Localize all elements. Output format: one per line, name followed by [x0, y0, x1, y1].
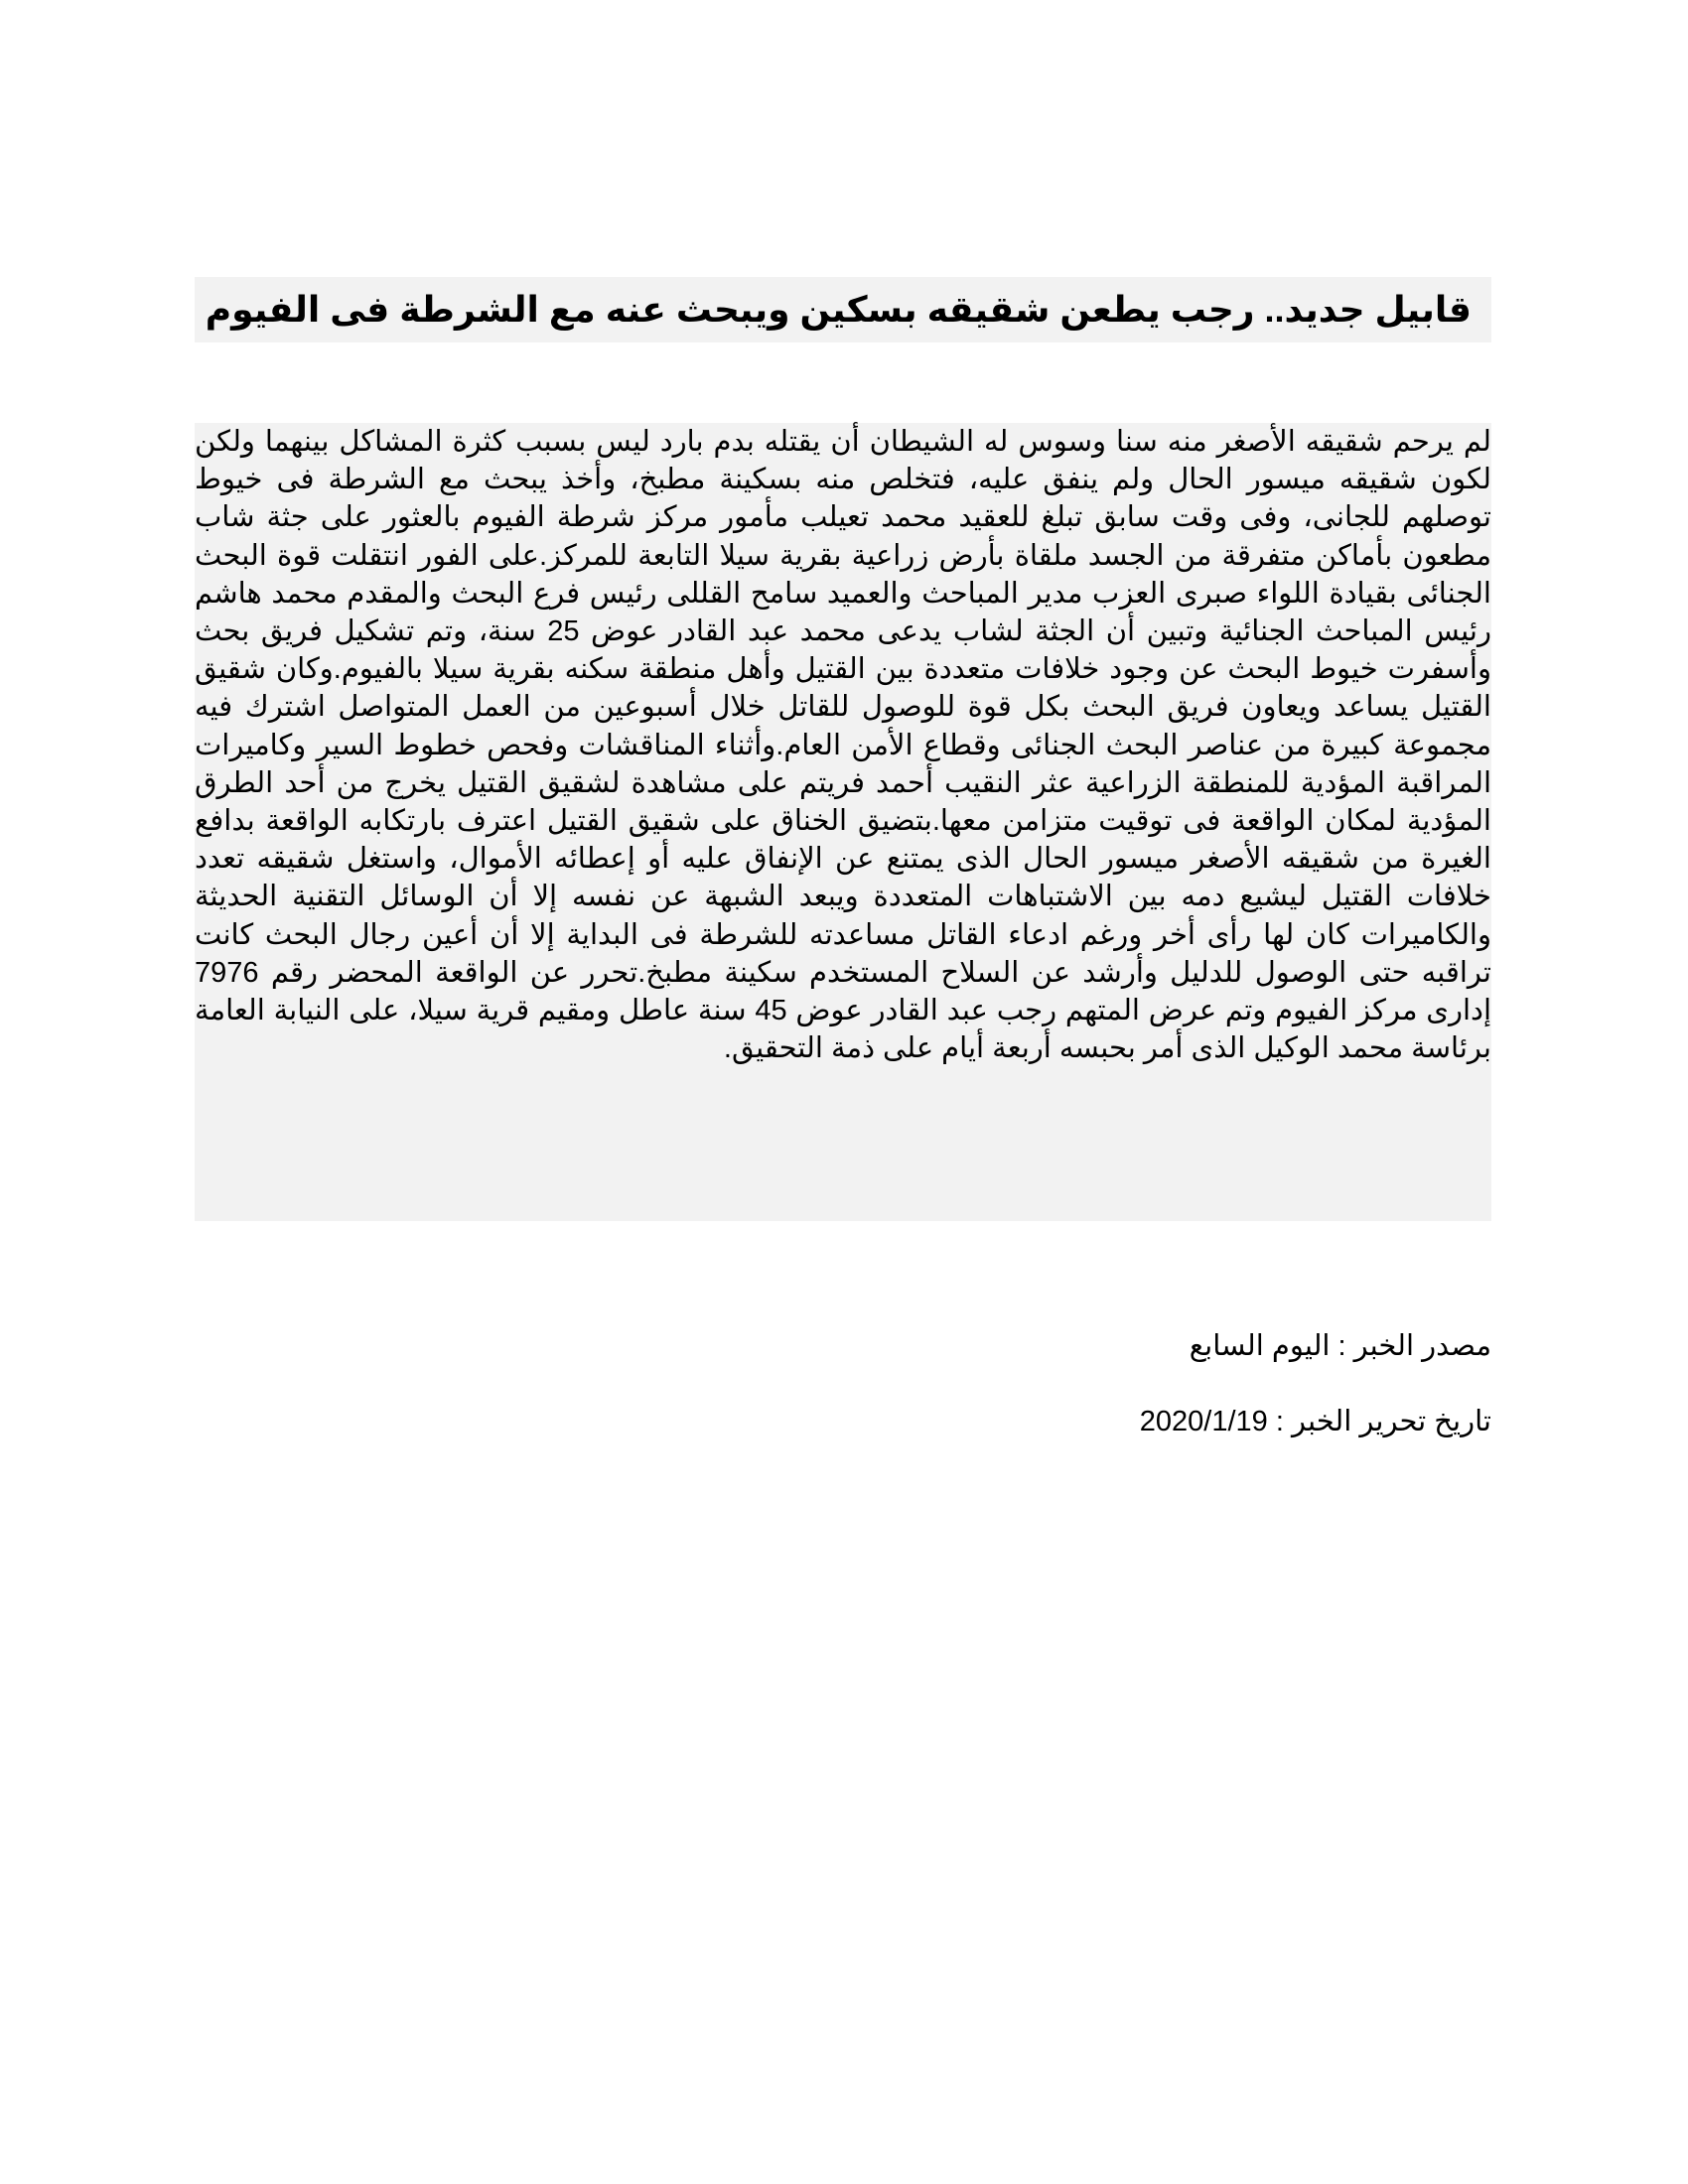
news-source-label: مصدر الخبر: [1353, 1330, 1491, 1362]
news-source-separator: :: [1330, 1330, 1346, 1362]
article-body-band: [195, 423, 1491, 1221]
news-source-line: [195, 1326, 1491, 1366]
news-date-value: 2020/1/19: [1139, 1406, 1268, 1437]
news-source-value: اليوم السابع: [1189, 1330, 1331, 1362]
headline-band: [195, 277, 1491, 342]
news-date-separator: :: [1267, 1406, 1284, 1437]
article-title: قابيل جديد.. رجب يطعن شقيقه بسكين ويبحث عنه مع الشرطة فى الفيوم: [205, 289, 1472, 330]
news-date-label: تاريخ تحرير الخبر: [1291, 1406, 1491, 1437]
news-date-line: [195, 1402, 1491, 1441]
article-body: لم يرحم شقيقه الأصغر منه سنا وسوس له الشيطان أن يقتله بدم بارد ليس بسبب كثرة المشاكل بينهما ولكن لكون شقيقه ميسور الحال ولم ينفق عليه، فتخلص منه بسكينة مطبخ، وأخذ يبحث مع الشرطة فى خيوط توصلهم للجانى، وفى وقت سابق تبلغ للعقيد محمد تعيلب مأمور مركز شرطة الفيوم بالعثور على جثة شاب مطعون بأماكن متفرقة من الجسد ملقاة بأرض زراعية بقرية سيلا التابعة للمركز.على الفور انتقلت قوة البحث الجنائى بقيادة اللواء صبرى العزب مدير المباحث والعميد سامح القللى رئيس فرع البحث والمقدم محمد هاشم رئيس المباحث الجنائية وتبين أن الجثة لشاب يدعى محمد عبد القادر عوض 25 سنة، وتم تشكيل فريق بحث وأسفرت خيوط البحث عن وجود خلافات متعددة بين القتيل وأهل منطقة سكنه بقرية سيلا بالفيوم.وكان شقيق القتيل يساعد ويعاون فريق البحث بكل قوة للوصول للقاتل خلال أسبوعين من العمل المتواصل اشترك فيه مجموعة كبيرة من عناصر البحث الجنائى وقطاع الأمن العام.وأثناء المناقشات وفحص خطوط السير وكاميرات المراقبة المؤدية للمنطقة الزراعية عثر النقيب أحمد فريتم على مشاهدة لشقيق القتيل يخرج من أحد الطرق المؤدية لمكان الواقعة فى توقيت متزامن معها.بتضيق الخناق على شقيق القتيل اعترف بارتكابه الواقعة بدافع الغيرة من شقيقه الأصغر ميسور الحال الذى يمتنع عن الإنفاق عليه أو إعطائه الأموال، واستغل شقيقه تعدد خلافات القتيل ليشيع دمه بين الاشتباهات المتعددة ويبعد الشبهة عن نفسه إلا أن الوسائل التقنية الحديثة والكاميرات كان لها رأى أخر ورغم ادعاء القاتل مساعدته للشرطة فى البداية إلا أن أعين رجال البحث كانت تراقبه حتى الوصول للدليل وأرشد عن السلاح المستخدم سكينة مطبخ.تحرر عن الواقعة المحضر رقم 7976 إدارى مركز الفيوم وتم عرض المتهم رجب عبد القادر عوض 45 سنة عاطل ومقيم قرية سيلا، على النيابة العامة برئاسة محمد الوكيل الذى أمر بحبسه أربعة أيام على ذمة التحقيق.: [195, 426, 1491, 1065]
